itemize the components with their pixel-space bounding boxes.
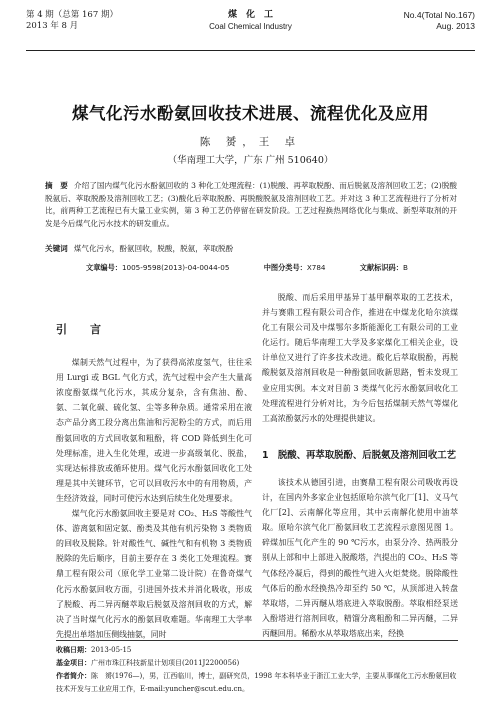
article-authors: 陈 赟，王 卓 bbox=[199, 136, 302, 148]
article-affiliation: （华南理工大学，广东 广州 510640） bbox=[167, 155, 334, 166]
issue-info-en bbox=[404, 10, 475, 32]
running-header bbox=[0, 10, 501, 48]
footnote bbox=[56, 644, 458, 696]
intro-heading: 引 言 bbox=[56, 323, 107, 336]
header-rule bbox=[26, 50, 475, 51]
article-codes bbox=[86, 262, 446, 274]
document-code: 文献标识码：B bbox=[359, 263, 408, 272]
footnote-rule bbox=[56, 640, 458, 641]
author-bio: 作者简介：陈 赟(1976—)，男，江西临川，博士，副研究员，1998 年本科毕业于浙江工业大学，主要从事煤化工污水酚氨回收技术开发与工业应用工作，E-mail:yuncher@scut.edu.cn。 bbox=[56, 672, 457, 693]
journal-title-en: Coal Chemical Industry bbox=[209, 22, 292, 31]
right-column bbox=[262, 290, 458, 641]
issue-date: 2013 年 8 月 bbox=[26, 21, 79, 31]
section-heading: 1 脱酸、再萃取脱酚、后脱氨及溶剂回收工艺 bbox=[262, 449, 457, 461]
article-number: 文章编号：1005-9598(2013)-04-0044-05 bbox=[86, 263, 230, 272]
keywords-label: 关键词 bbox=[45, 244, 68, 253]
issue-number: 第 4 期（总第 167 期） bbox=[26, 10, 118, 20]
article-title: 煤气化污水酚氨回收技术进展、流程优化及应用 bbox=[72, 104, 429, 123]
issue-date-en: Aug. 2013 bbox=[436, 21, 475, 31]
paragraph: 脱酸、而后采用甲基异丁基甲酮萃取的工艺技术，并与赛鼎工程有限公司合作，推进在中煤龙化哈尔滨煤化工有限公司及中煤鄂尔多斯能源化工有限公司的工业化运行。随后华南理工大学及多家煤化工相关企业，设计单位又进行了许多技术改进。酸化后萃取脱酚，再脱酸脱氨及溶剂回收是一种酚氨回收新思路，暂未发现工业应用实例。本文对目前 3 类煤气化污水酚氨回收化工处理流程进行分析对比，为今后包括煤制天然气等煤化工高浓酚氨污水的处理提供建议。 bbox=[262, 293, 458, 423]
paragraph: 该技术从德国引进，由赛鼎工程有限公司吸收再设计，在国内外多家企业包括原哈尔滨气化厂[1]、义马气化厂[2]、云南解化等应用，其中云南解化使用中油萃取。原哈尔滨气化厂酚氨回收工艺流程示意图见图 1。碎煤加压气化产生的 90 ℃污水，由泵分冷、热两股分别从上部和中上部进入脱酸塔，汽提出的 CO₂、H₂S 等气体经冷凝后，得到的酸性气进入火炬焚烧。脱除酸性气体后的酚水经换热冷却至约 50 ℃，从顶部进入转盘萃取塔，二异丙醚从塔底进入萃取脱酚。萃取相经泵送入酚塔进行溶剂回收，精馏分离粗酚和二异丙醚，二异丙醚回用。稀酚水从萃取塔底出来，经换 bbox=[262, 477, 458, 638]
class-number: 中图分类号：X784 bbox=[263, 263, 326, 272]
received-date: 收稿日期：2013-05-15 bbox=[56, 646, 132, 654]
abstract-text: 介绍了国内煤气化污水酚氨回收的 3 种化工处理流程：(1)脱酸、再萃取脱酚、而后脱氨及溶剂回收工艺；(2)脱酸脱氨后、萃取脱酚及溶剂回收工艺；(3)酸化后萃取脱酚、再脱酸脱氨及溶剂回收工艺。并对这 3 种工艺流程进行了分析对比，前两种工艺流程已有大量工业实例，第 3 种工艺仍停留在研发阶段。工艺过程换热网络优化与集成、新型萃取剂的开发是今后煤气化污水技术的研发重点。 bbox=[45, 181, 458, 228]
journal-title-cn: 煤 化 工 bbox=[227, 10, 273, 20]
issue-number-en: No.4(Total No.167) bbox=[403, 10, 475, 20]
fund-info: 基金项目：广州市珠江科技新星计划项目(2011J2200056) bbox=[56, 659, 240, 667]
paragraph: 煤气化污水酚氨回收主要是对 CO₂、H₂S 等酸性气体、游离氨和固定氨、酚类及其他有机污染物 3 类物质的回收及脱除。针对酸性气、碱性气和有机物 3 类物质脱除的先后顺序，目前主要存在 3 类化工处理流程。赛鼎工程有限公司（原化学工业第二设计院）在鲁奇煤气化污水酚氨回收方面，引进国外技术并消化吸收，形成了脱酸、再二异丙醚萃取后脱氨及溶剂回收的方式，解决了当时煤气化污水的酚氨回收难题。华南理工大学率先提出单塔加压侧线抽氨，同时 bbox=[56, 509, 252, 639]
paragraph: 煤制天然气过程中，为了获得高浓度氢气，往往采用 Lurgi 或 BGL 气化方式，洗气过程中会产生大量高浓度酚氨煤气化污水，其成分复杂，含有焦油、酚、氨、二氧化碳、硫化氢、尘等多种杂质。通常采用在液态产品分离工段分离出焦油和污泥粉尘的方式，而后用酚氨回收的方式回收氨和粗酚，将 COD 降低到生化可处理标准，进入生化处理，或进一步高级氧化、脱盐，实现达标排放或循环使用。煤气化污水酚氨回收化工处理是其中关键环节，它可以回收污水中的有用物质，产生经济效益，同时可使污水达到后续生化处理要求。 bbox=[56, 358, 252, 503]
left-column bbox=[56, 290, 252, 642]
abstract-label: 摘 要 bbox=[45, 181, 68, 190]
abstract bbox=[45, 180, 457, 230]
keywords-text: 煤气化污水，酚氨回收，脱酸，脱氨，萃取脱酚 bbox=[73, 244, 234, 253]
keywords bbox=[45, 243, 457, 255]
